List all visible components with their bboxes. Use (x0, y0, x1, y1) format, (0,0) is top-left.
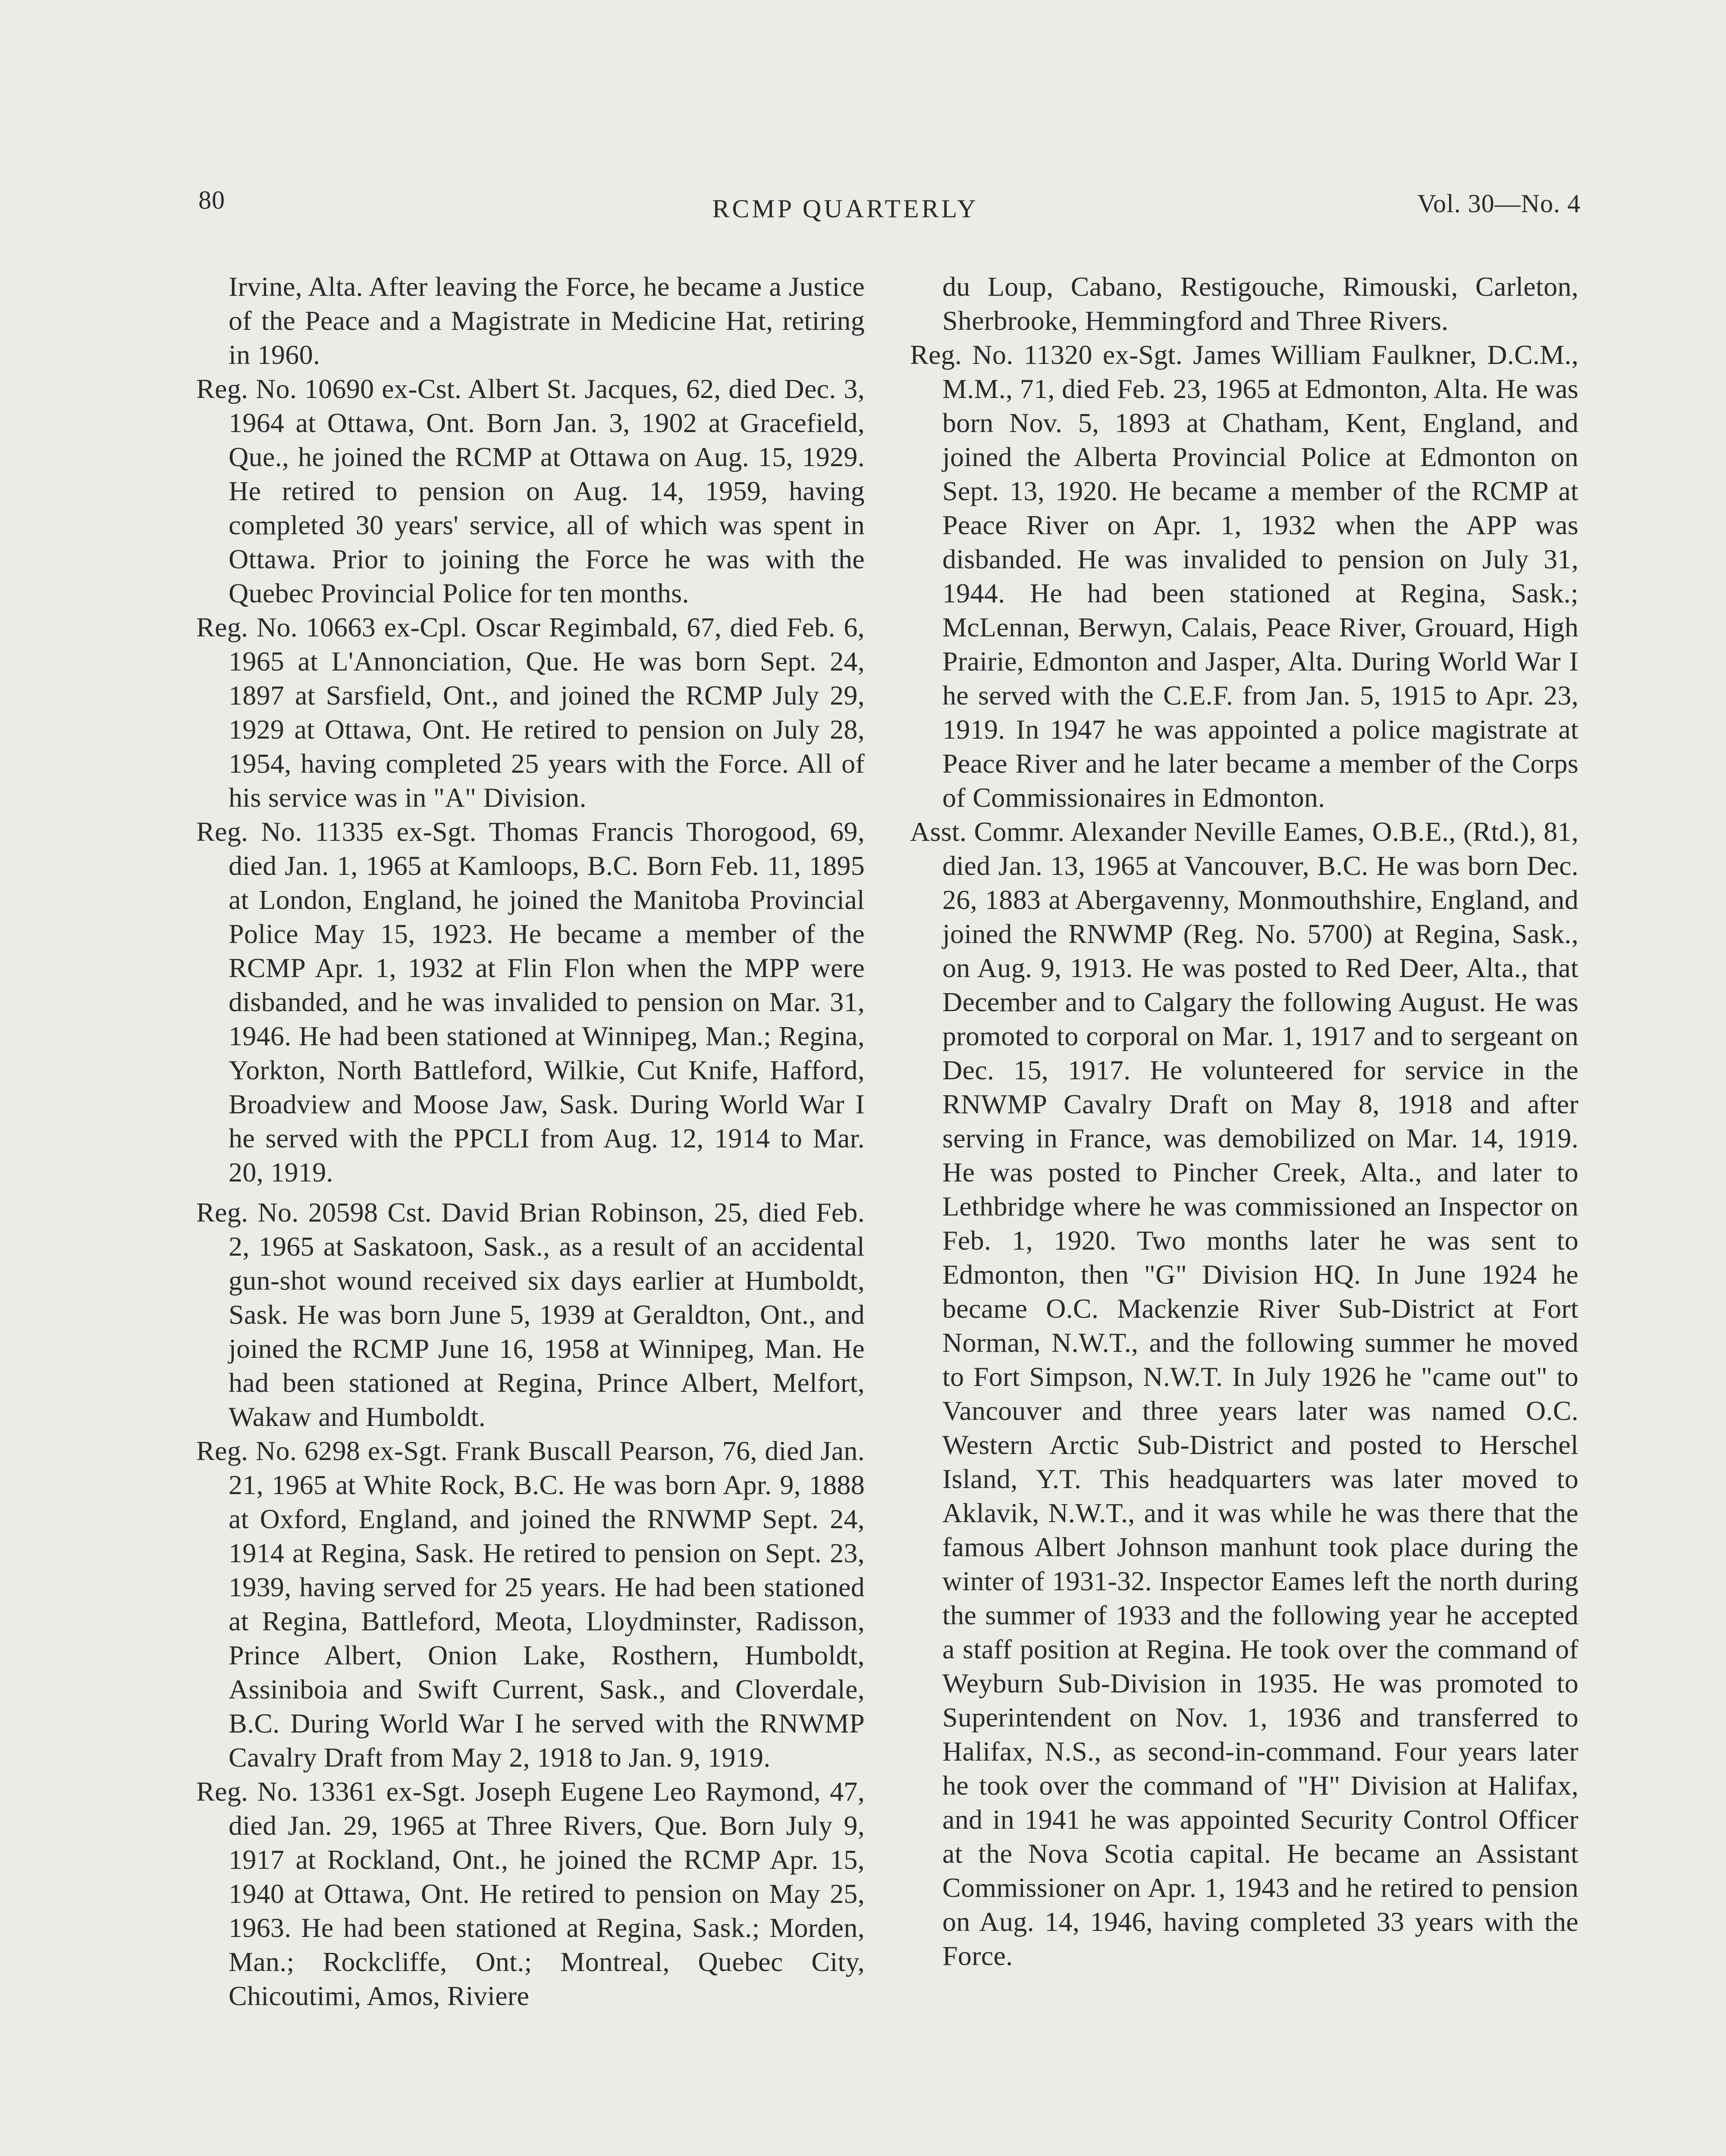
obituary-entry: Reg. No. 11320 ex-Sgt. James William Faulkner, D.C.M., M.M., 71, died Feb. 23, 1965 at Edmonton, Alta. He was born Nov. 5, 1893 at Chatham, Kent, England, and joined the Alberta Provincial Police at Edmonton on Sept. 13, 1920. He became a member of the RCMP at Peace River on Apr. 1, 1932 when the APP was disbanded. He was invalided to pension on July 31, 1944. He had been stationed at Regina, Sask.; McLennan, Berwyn, Calais, Peace River, Grouard, High Prairie, Edmonton and Jasper, Alta. During World War I he served with the C.E.F. from Jan. 5, 1915 to Apr. 23, 1919. In 1947 he was appointed a police magistrate at Peace River and he later became a member of the Corps of Commissionaires in Edmonton. (910, 339, 1579, 813)
obituary-entry: Asst. Commr. Alexander Neville Eames, O.B.E., (Rtd.), 81, died Jan. 13, 1965 at Vancouver, B.C. He was born Dec. 26, 1883 at Abergavenny, Monmouthshire, England, and joined the RNWMP (Reg. No. 5700) at Regina, Sask., on Aug. 9, 1913. He was posted to Red Deer, Alta., that December and to Calgary the following August. He was promoted to corporal on Mar. 1, 1917 and to sergeant on Dec. 15, 1917. He volunteered for service in the RNWMP Cavalry Draft on May 8, 1918 and after serving in France, was demobilized on Mar. 14, 1919. He was posted to Pincher Creek, Alta., and later to Lethbridge where he was commissioned an Inspector on Feb. 1, 1920. Two months later he was sent to Edmonton, then "G" Division HQ. In June 1924 he became O.C. Mackenzie River Sub-District at Fort Norman, N.W.T., and the following summer he moved to Fort Simpson, N.W.T. In July 1926 he "came out" to Vancouver and three years later was named O.C. Western Arctic Sub-District and posted to Herschel Island, Y.T. This headquarters was later moved to Aklavik, N.W.T., and it was while he was there that the famous Albert Johnson manhunt took place during the winter of 1931-32. Inspector Eames left the north during the summer of 1933 and the following year he accepted a staff position at Regina. He took over the command of Weyburn Sub-Division in 1935. He was promoted to Superintendent on Nov. 1, 1936 and transferred to Halifax, N.S., as second-in-command. Four years later he took over the command of "H" Division at Halifax, and in 1941 he was appointed Security Control Officer at the Nova Scotia capital. He became an Assistant Commissioner on Apr. 1, 1943 and he retired to pension on Aug. 14, 1946, having completed 33 years with the Force. (910, 816, 1579, 1971)
obituary-continuation: Irvine, Alta. After leaving the Force, he became a Justice of the Peace and a Magistrate in Medicine Hat, retiring in 1960. (229, 271, 865, 370)
obituary-entry: Reg. No. 11335 ex-Sgt. Thomas Francis Thorogood, 69, died Jan. 1, 1965 at Kamloops, B.C. Born Feb. 11, 1895 at London, England, he joined the Manitoba Provincial Police May 15, 1923. He became a member of the RCMP Apr. 1, 1932 at Flin Flon when the MPP were disbanded, and he was invalided to pension on Mar. 31, 1946. He had been stationed at Winnipeg, Man.; Regina, Yorkton, North Battleford, Wilkie, Cut Knife, Hafford, Broadview and Moose Jaw, Sask. During World War I he served with the PPCLI from Aug. 12, 1914 to Mar. 20, 1919. (196, 816, 865, 1188)
obituary-entry: Reg. No. 6298 ex-Sgt. Frank Buscall Pearson, 76, died Jan. 21, 1965 at White Rock, B.C. He was born Apr. 9, 1888 at Oxford, England, and joined the RNWMP Sept. 24, 1914 at Regina, Sask. He retired to pension on Sept. 23, 1939, having served for 25 years. He had been stationed at Regina, Battleford, Meota, Lloydminster, Radisson, Prince Albert, Onion Lake, Rosthern, Humboldt, Assiniboia and Swift Current, Sask., and Cloverdale, B.C. During World War I he served with the RNWMP Cavalry Draft from May 2, 1918 to Jan. 9, 1919. (196, 1435, 865, 1773)
obituary-entry: Reg. No. 10663 ex-Cpl. Oscar Regimbald, 67, died Feb. 6, 1965 at L'Annonciation, Que. He was born Sept. 24, 1897 at Sarsfield, Ont., and joined the RCMP July 29, 1929 at Ottawa, Ont. He retired to pension on July 28, 1954, having completed 25 years with the Force. All of his service was in "A" Division. (196, 612, 865, 813)
right-column (910, 270, 1579, 1973)
journal-title: RCMP QUARTERLY (712, 194, 979, 223)
left-column (196, 270, 865, 2013)
obituary-continuation: du Loup, Cabano, Restigouche, Rimouski, Carleton, Sherbrooke, Hemmingford and Three Rivers. (942, 271, 1579, 336)
obituary-entry: Reg. No. 13361 ex-Sgt. Joseph Eugene Leo Raymond, 47, died Jan. 29, 1965 at Three Rivers, Que. Born July 9, 1917 at Rockland, Ont., he joined the RCMP Apr. 15, 1940 at Ottawa, Ont. He retired to pension on May 25, 1963. He had been stationed at Regina, Sask.; Morden, Man.; Rockcliffe, Ont.; Montreal, Quebec City, Chicoutimi, Amos, Riviere (196, 1776, 865, 2011)
obituary-entry: Reg. No. 10690 ex-Cst. Albert St. Jacques, 62, died Dec. 3, 1964 at Ottawa, Ont. Born Jan. 3, 1902 at Gracefield, Que., he joined the RCMP at Ottawa on Aug. 15, 1929. He retired to pension on Aug. 14, 1959, having completed 30 years' service, all of which was spent in Ottawa. Prior to joining the Force he was with the Quebec Provincial Police for ten months. (196, 373, 865, 608)
running-header (198, 177, 1581, 229)
volume-issue: Vol. 30—No. 4 (1417, 189, 1581, 218)
obituary-entry: Reg. No. 20598 Cst. David Brian Robinson, 25, died Feb. 2, 1965 at Saskatoon, Sask., as a result of an accidental gun-shot wound received six days earlier at Humboldt, Sask. He was born June 5, 1939 at Geraldton, Ont., and joined the RCMP June 16, 1958 at Winnipeg, Man. He had been stationed at Regina, Prince Albert, Melfort, Wakaw and Humboldt. (196, 1197, 865, 1432)
page-number: 80 (198, 186, 225, 214)
